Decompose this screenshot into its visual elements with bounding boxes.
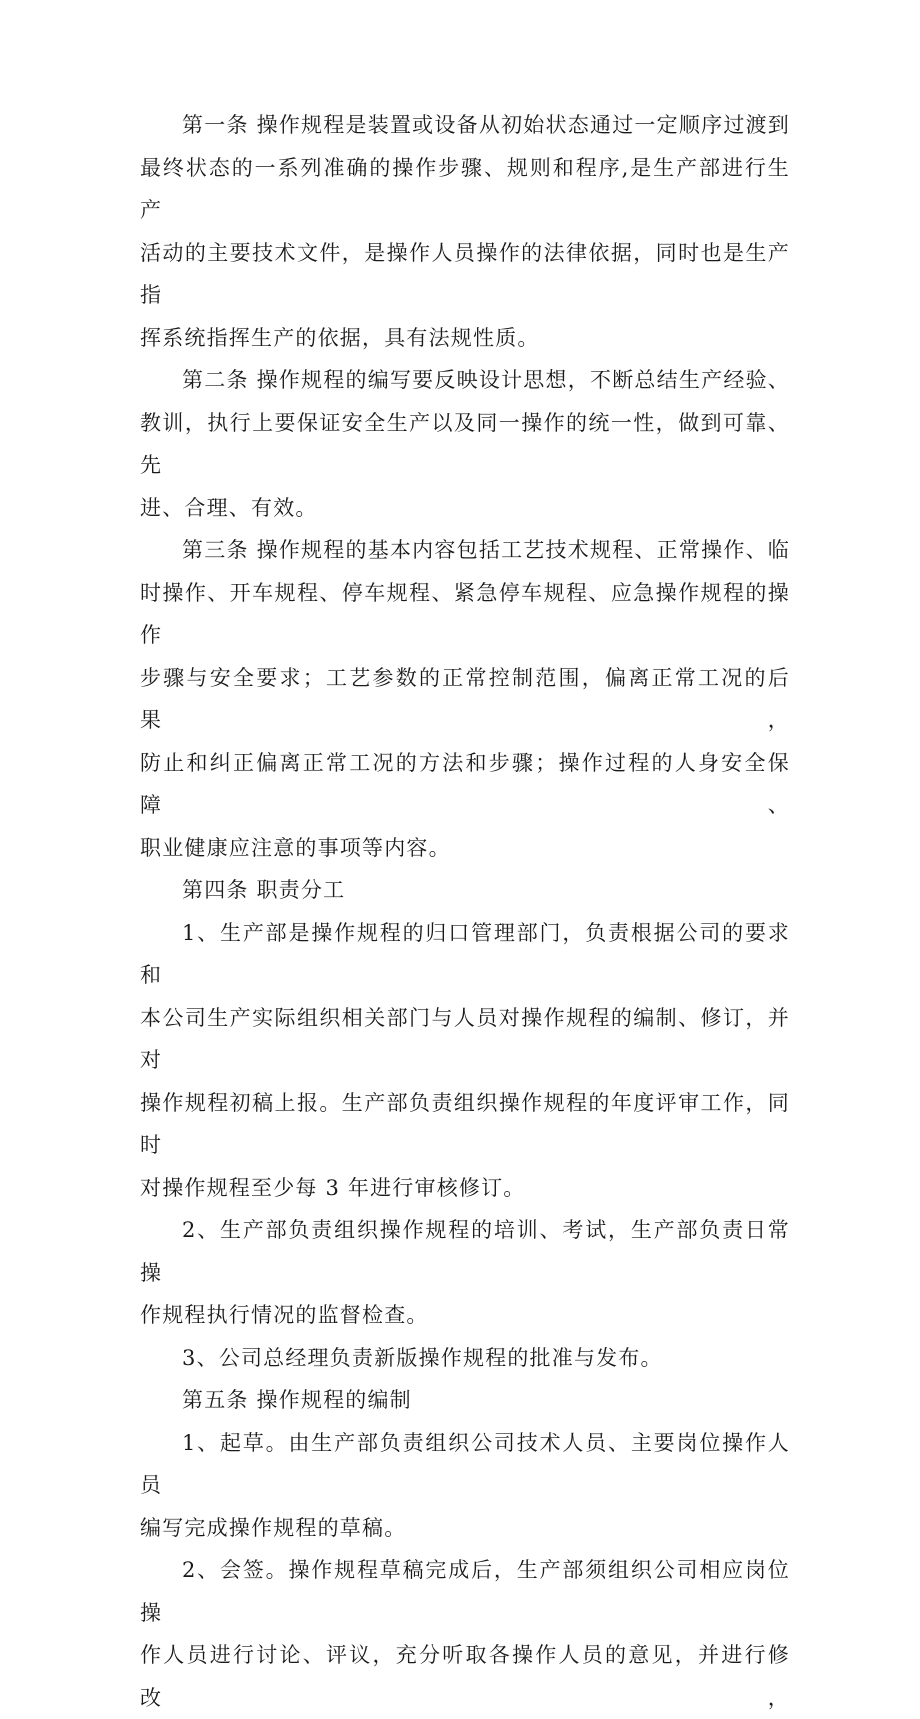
paragraph [140,912,790,1210]
text-line: 第五条 操作规程的编制 [182,1388,412,1412]
text-line: 第三条 操作规程的基本内容包括工艺技术规程、正常操作、临 [182,538,790,562]
text-line: 本公司生产实际组织相关部门与人员对操作规程的编制、修订，并对 [140,1005,790,1072]
paragraph [140,1549,790,1719]
text-line: 对操作规程至少每 3 年进行审核修订。 [140,1175,526,1200]
text-line: 进、合理、有效。 [140,495,318,520]
text-line: 3、公司总经理负责新版操作规程的批准与发布。 [182,1345,663,1370]
text-line: 第四条 职责分工 [182,878,346,902]
text-line: 1、起草。由生产部负责组织公司技术人员、主要岗位操作人员 [140,1430,790,1497]
text-line: 教训，执行上要保证安全生产以及同一操作的统一性，做到可靠、先 [140,410,790,477]
text-line: 步骤与安全要求；工艺参数的正常控制范围，偏离正常工况的后果， [140,665,790,732]
paragraph [140,359,790,529]
text-line: 最终状态的一系列准确的操作步骤、规则和程序,是生产部进行生产 [140,155,790,222]
text-line: 第二条 操作规程的编写要反映设计思想，不断总结生产经验、 [182,368,790,392]
paragraph [140,1209,790,1337]
paragraph [140,869,790,912]
paragraph [140,1337,790,1380]
text-line: 第一条 操作规程是装置或设备从初始状态通过一定顺序过渡到 [182,113,790,137]
text-line: 2、会签。操作规程草稿完成后，生产部须组织公司相应岗位操 [140,1558,790,1625]
paragraph [140,1422,790,1550]
paragraph [140,1379,790,1422]
paragraph [140,104,790,359]
document-page [140,104,790,1719]
text-line: 2、生产部负责组织操作规程的培训、考试，生产部负责日常操 [140,1218,790,1285]
document-body [140,104,790,1719]
text-line: 操作规程初稿上报。生产部负责组织操作规程的年度评审工作，同时 [140,1090,790,1157]
text-line: 时操作、开车规程、停车规程、紧急停车规程、应急操作规程的操作 [140,580,790,647]
text-line: 作规程执行情况的监督检查。 [140,1303,429,1327]
text-line: 防止和纠正偏离正常工况的方法和步骤；操作过程的人身安全保障、 [140,750,790,817]
paragraph [140,529,790,869]
text-line: 1、生产部是操作规程的归口管理部门，负责根据公司的要求和 [140,920,790,987]
text-line: 职业健康应注意的事项等内容。 [140,835,451,860]
text-line: 编写完成操作规程的草稿。 [140,1515,407,1540]
text-line: 活动的主要技术文件，是操作人员操作的法律依据，同时也是生产指 [140,240,790,307]
text-line: 作人员进行讨论、评议，充分听取各操作人员的意见，并进行修改， [140,1643,790,1710]
text-line: 挥系统指挥生产的依据，具有法规性质。 [140,325,540,350]
